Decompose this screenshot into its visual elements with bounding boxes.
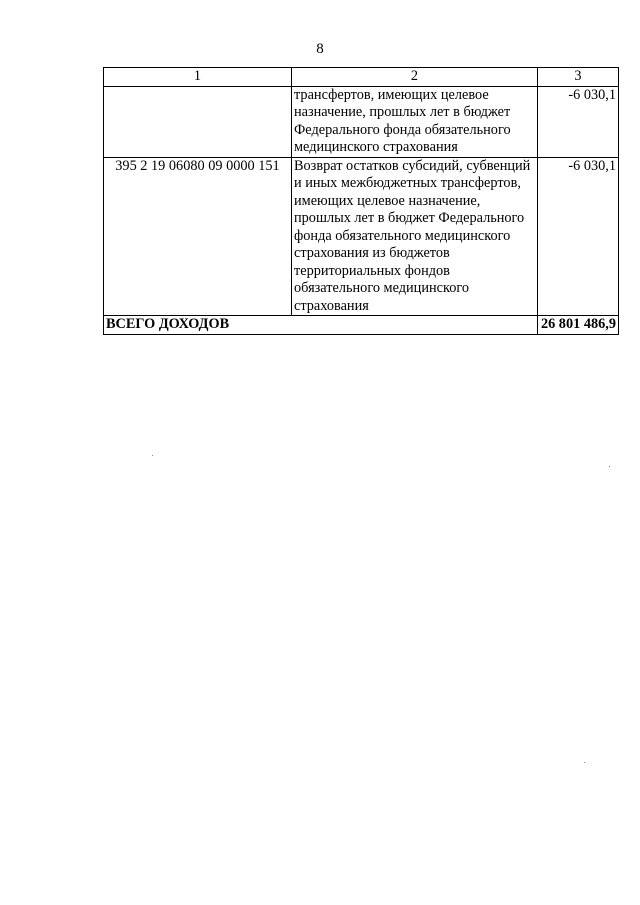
table-header-row <box>104 68 619 87</box>
total-amount: 26 801 486,9 <box>538 316 619 335</box>
total-label: ВСЕГО ДОХОДОВ <box>104 316 538 335</box>
total-row <box>104 316 619 335</box>
row-amount: -6 030,1 <box>538 157 619 316</box>
scan-speck <box>584 762 585 763</box>
table-row <box>104 157 619 316</box>
scan-speck <box>609 466 610 467</box>
page-number: 8 <box>316 41 324 57</box>
table-row <box>104 86 619 157</box>
row-description: трансфертов, имеющих целевое назначение, прошлых лет в бюджет Федерального фонда обязательного медицинского страхования <box>292 86 538 157</box>
row-code: 395 2 19 06080 09 0000 151 <box>104 157 292 316</box>
row-description: Возврат остатков субсидий, субвенций и иных межбюджетных трансфертов, имеющих целевое назначение, прошлых лет в бюджет Федерального фонда обязательного медицинского страхования из бюджетов территориальных фондов обязательного медицинского страхования <box>292 157 538 316</box>
row-amount: -6 030,1 <box>538 86 619 157</box>
column-header-3: 3 <box>538 68 619 87</box>
revenue-table <box>103 67 619 335</box>
column-header-1: 1 <box>104 68 292 87</box>
column-header-2: 2 <box>292 68 538 87</box>
scan-speck <box>152 455 153 456</box>
row-code <box>104 86 292 157</box>
